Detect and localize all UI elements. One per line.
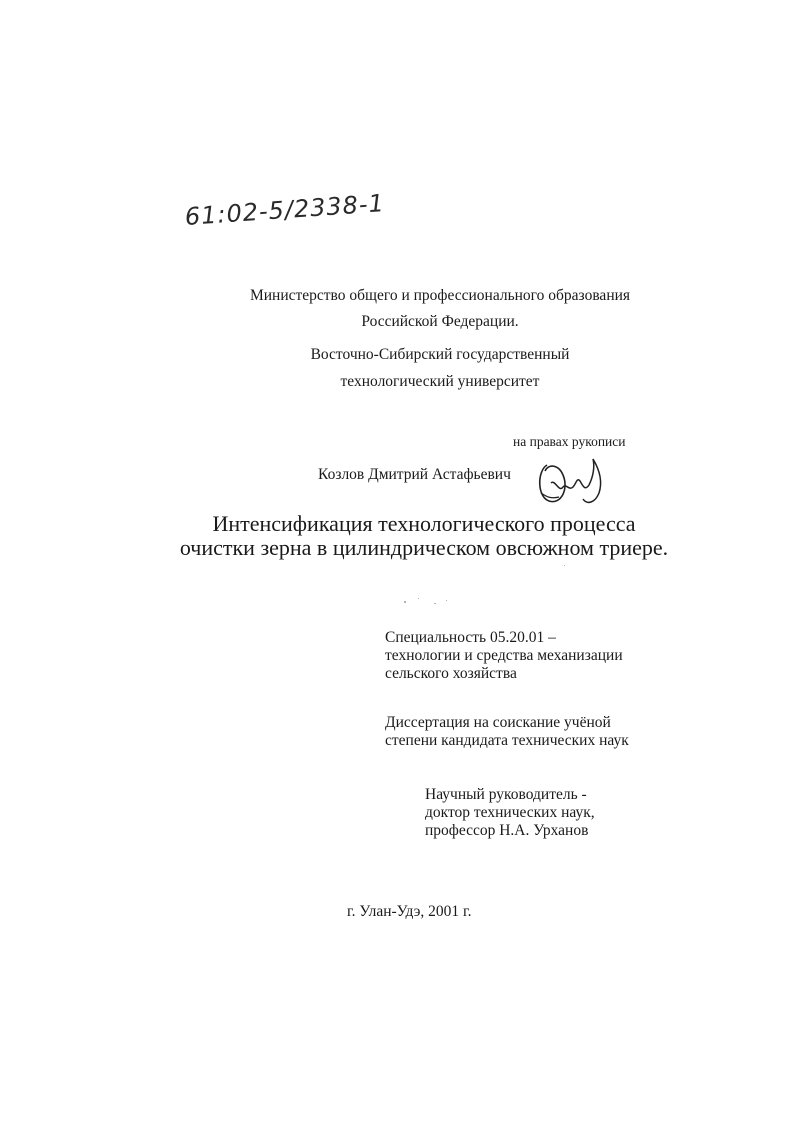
dissertation-title-line-1: Интенсификация технологического процесса: [212, 511, 636, 536]
specialty-line-2: технологии и средства механизации: [385, 647, 623, 664]
place-and-date: г. Улан-Удэ, 2001 г.: [347, 903, 472, 920]
dissertation-title-line-2: очистки зерна в цилиндрическом овсюжном триере.: [179, 535, 669, 560]
ministry-line-1: Министерство общего и профессионального образования: [249, 287, 631, 304]
dissertation-line-1: Диссертация на соискание учёной: [385, 714, 611, 731]
specialty-line-1: Специальность 05.20.01 –: [385, 629, 556, 646]
author-signature: [533, 453, 613, 511]
manuscript-rights-note: на правах рукописи: [513, 434, 626, 449]
scan-speck: [404, 601, 406, 603]
author-name: Козлов Дмитрий Астафьевич: [318, 466, 511, 483]
scan-speck: [446, 600, 447, 601]
university-line-1: Восточно-Сибирский государственный: [310, 346, 570, 363]
supervisor-line-2: доктор технических наук,: [425, 804, 595, 821]
ministry-line-2: Российской Федерации.: [361, 313, 519, 330]
scan-speck: [418, 598, 419, 599]
handwritten-archive-number: 61:02-5/2338-1: [184, 189, 386, 231]
dissertation-line-2: степени кандидата технических наук: [385, 732, 629, 749]
dissertation-degree-block: [385, 714, 629, 750]
supervisor-line-1: Научный руководитель -: [425, 786, 587, 803]
specialty-block: [385, 629, 623, 683]
supervisor-block: [425, 786, 595, 840]
scan-speck: [564, 565, 565, 566]
scan-speck: [434, 603, 436, 604]
specialty-line-3: сельского хозяйства: [385, 665, 517, 682]
supervisor-line-3: профессор Н.А. Урханов: [425, 822, 589, 839]
university-line-2: технологический университет: [340, 373, 540, 390]
